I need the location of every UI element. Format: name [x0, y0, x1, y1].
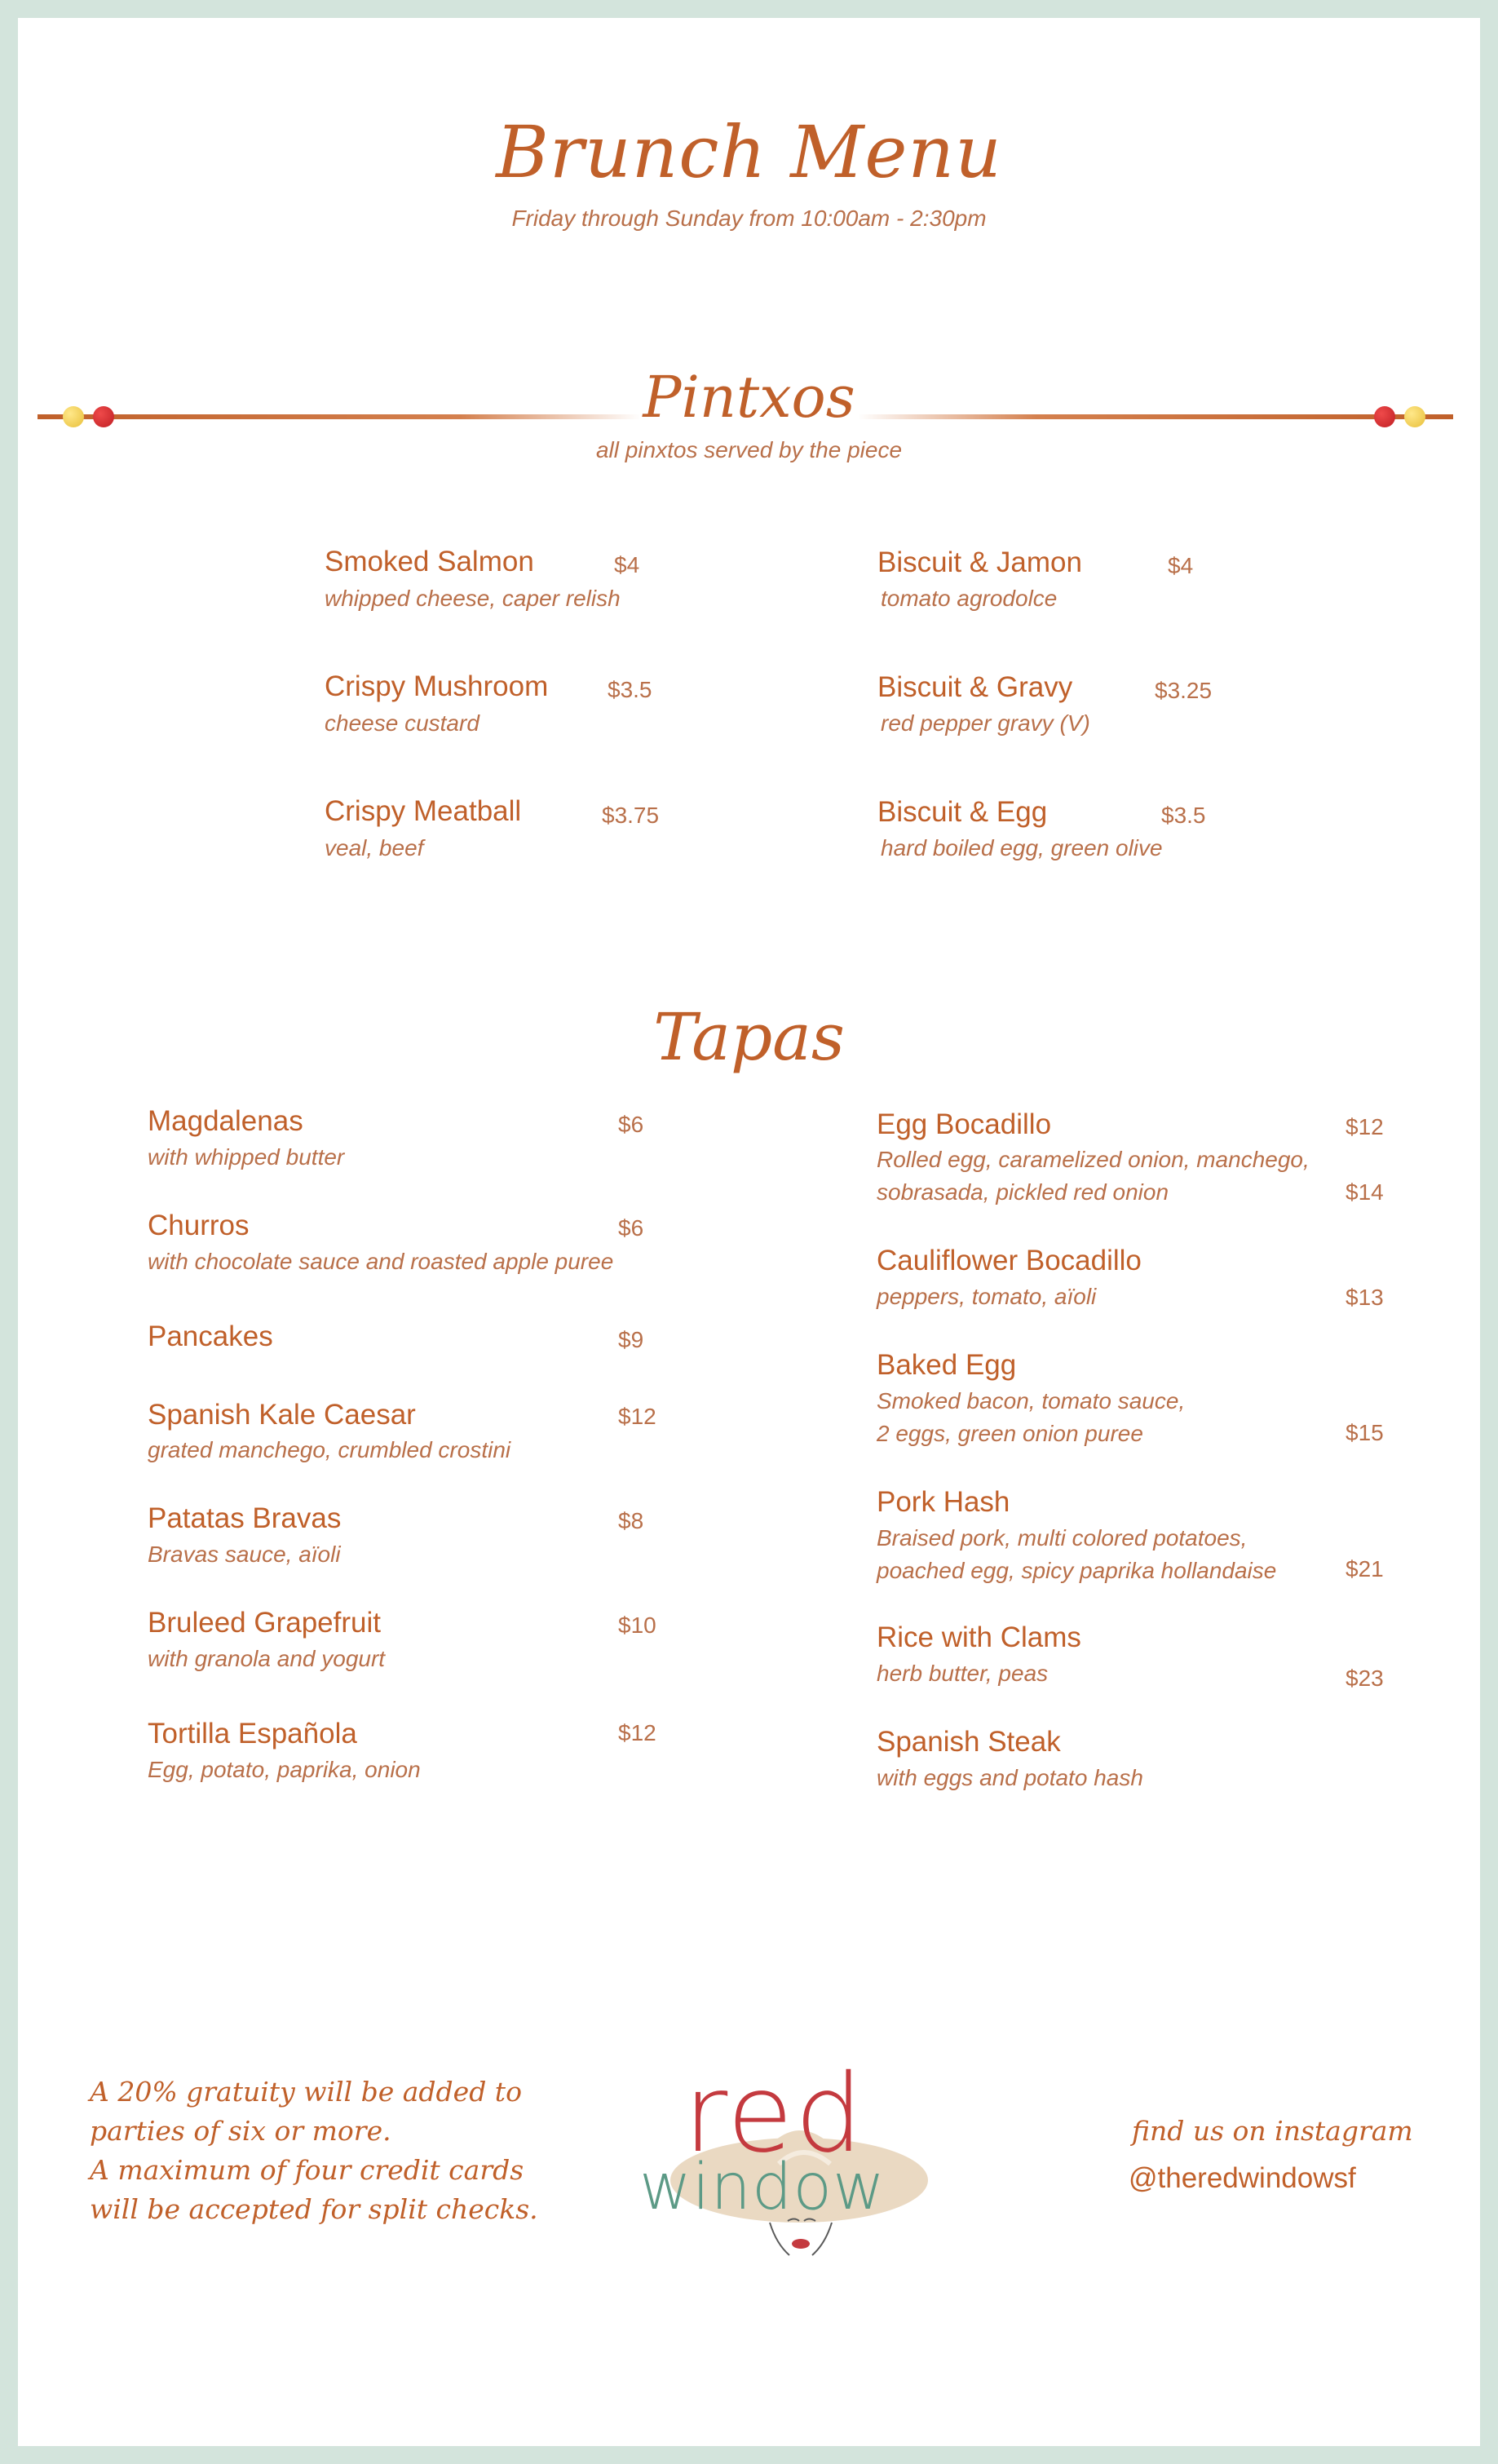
- menu-item-desc: herb butter, peas: [877, 1661, 1049, 1686]
- menu-item-price: $13: [1346, 1285, 1384, 1310]
- menu-item-name: Spanish Kale Caesar: [148, 1399, 416, 1431]
- menu-item-desc: tomato agrodolce: [881, 586, 1058, 611]
- menu-item-price: $12: [618, 1720, 656, 1745]
- gratuity-note-line: A 20% gratuity will be added to: [90, 2076, 522, 2108]
- credit-card-note-line: A maximum of four credit cards: [90, 2154, 524, 2186]
- menu-item-desc: sobrasada, pickled red onion: [877, 1179, 1169, 1205]
- menu-item-desc: with chocolate sauce and roasted apple puree: [148, 1249, 614, 1274]
- menu-item-desc: red pepper gravy (V): [881, 710, 1090, 736]
- menu-item-price: $6: [618, 1215, 644, 1241]
- menu-item-desc: peppers, tomato, aïoli: [877, 1284, 1097, 1309]
- menu-item-desc: Bravas sauce, aïoli: [148, 1542, 341, 1567]
- menu-item-desc: cheese custard: [325, 710, 479, 736]
- menu-item-price: $21: [1346, 1556, 1384, 1581]
- menu-item-name: Biscuit & Gravy: [877, 671, 1073, 703]
- menu-item-price: $14: [1346, 1179, 1384, 1205]
- menu-item-name: Biscuit & Jamon: [877, 546, 1082, 578]
- menu-item-desc: hard boiled egg, green olive: [881, 835, 1163, 860]
- menu-item-name: Bruleed Grapefruit: [148, 1607, 381, 1639]
- menu-item-price: $4: [1168, 553, 1194, 578]
- menu-item-name: Baked Egg: [877, 1349, 1017, 1381]
- menu-title: Brunch Menu: [496, 110, 1002, 194]
- menu-item-name: Egg Bocadillo: [877, 1108, 1052, 1140]
- menu-item-name: Magdalenas: [148, 1105, 303, 1137]
- menu-item-price: $12: [1346, 1114, 1384, 1139]
- menu-item-price: $6: [618, 1112, 644, 1137]
- menu-item-name: Pork Hash: [877, 1486, 1010, 1518]
- gratuity-note-line: parties of six or more.: [90, 2115, 391, 2147]
- menu-item-price: $3.5: [1161, 803, 1206, 828]
- menu-item-name: Pancakes: [148, 1320, 273, 1352]
- menu-item-name: Cauliflower Bocadillo: [877, 1245, 1142, 1276]
- menu-item-price: $12: [618, 1404, 656, 1429]
- menu-item-name: Spanish Steak: [877, 1726, 1061, 1758]
- menu-item-name: Tortilla Española: [148, 1718, 357, 1750]
- menu-item-desc: Egg, potato, paprika, onion: [148, 1757, 421, 1782]
- menu-item-price: $3.25: [1155, 678, 1213, 703]
- menu-item-name: Patatas Bravas: [148, 1502, 342, 1534]
- menu-item-name: Crispy Meatball: [325, 795, 522, 827]
- menu-hours: Friday through Sunday from 10:00am - 2:30pm: [511, 206, 987, 231]
- menu-item-name: Crispy Mushroom: [325, 670, 549, 702]
- logo-word-red: red: [683, 2051, 865, 2177]
- menu-item-price: $15: [1346, 1420, 1384, 1445]
- logo-word-window: window: [639, 2151, 886, 2224]
- menu-item-price: $10: [618, 1612, 656, 1638]
- pintxos-subtitle: all pinxtos served by the piece: [595, 437, 903, 462]
- menu-item-name: Churros: [148, 1210, 250, 1241]
- menu-item-desc: 2 eggs, green onion puree: [877, 1421, 1143, 1446]
- menu-item-price: $8: [618, 1508, 644, 1533]
- menu-item-name: Smoked Salmon: [325, 546, 534, 577]
- credit-card-note-line: will be accepted for split checks.: [90, 2193, 538, 2225]
- menu-item-price: $23: [1346, 1666, 1384, 1691]
- menu-item-desc: with granola and yogurt: [148, 1646, 386, 1671]
- menu-item-price: $3.75: [602, 803, 660, 828]
- menu-item-desc: Smoked bacon, tomato sauce,: [877, 1388, 1186, 1413]
- menu-item-desc: Rolled egg, caramelized onion, manchego,: [877, 1147, 1310, 1172]
- menu-item-desc: Braised pork, multi colored potatoes,: [877, 1525, 1248, 1551]
- menu-item-name: Rice with Clams: [877, 1621, 1081, 1653]
- menu-item-desc: poached egg, spicy paprika hollandaise: [877, 1558, 1277, 1583]
- menu-item-name: Biscuit & Egg: [877, 796, 1048, 828]
- instagram-handle-link[interactable]: @theredwindowsf: [1129, 2162, 1356, 2194]
- menu-item-desc: whipped cheese, caper relish: [325, 586, 621, 611]
- tapas-title: Tapas: [653, 999, 845, 1075]
- instagram-label: find us on instagram: [1132, 2115, 1413, 2147]
- menu-item-desc: grated manchego, crumbled crostini: [148, 1437, 511, 1462]
- menu-item-price: $4: [614, 552, 640, 577]
- menu-item-desc: with whipped butter: [148, 1144, 345, 1170]
- menu-item-price: $9: [618, 1327, 644, 1352]
- menu-item-desc: with eggs and potato hash: [877, 1765, 1143, 1790]
- pintxos-title: Pintxos: [643, 364, 855, 431]
- menu-item-price: $3.5: [608, 677, 652, 702]
- menu-item-desc: veal, beef: [325, 835, 424, 860]
